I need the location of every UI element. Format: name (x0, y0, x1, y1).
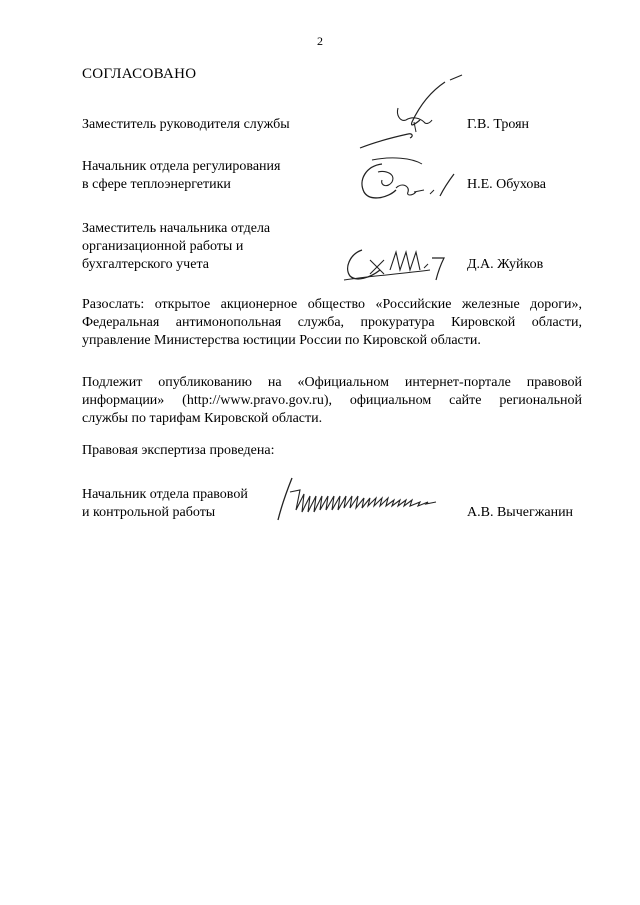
signature-vychegzhanin (270, 474, 445, 524)
signatory-role: и контрольной работы (82, 505, 216, 520)
approval-header: СОГЛАСОВАНО (82, 66, 197, 82)
signatory-name: Н.Е. Обухова (467, 177, 546, 192)
signatory-troyan (82, 116, 562, 134)
publication-paragraph (82, 374, 582, 428)
signature-zhuikov (340, 240, 460, 285)
signature-obukhova (352, 152, 462, 207)
legal-review-note (82, 442, 582, 460)
signatory-name: А.В. Вычегжанин (467, 505, 574, 520)
paragraph-line: службы по тарифам Кировской области. (82, 411, 323, 426)
signatory-name: Д.А. Жуйков (467, 257, 544, 272)
signature-troyan (350, 70, 470, 155)
legal-review-text: Правовая экспертиза проведена: (82, 443, 275, 458)
signatory-role: бухгалтерского учета (82, 257, 209, 272)
signatory-obukhova (82, 158, 562, 194)
signatory-role: Начальник отдела правовой (82, 487, 248, 502)
signatory-role: Начальник отдела регулирования (82, 159, 281, 174)
signatory-role: Заместитель начальника отдела (82, 221, 271, 236)
distribution-paragraph (82, 296, 582, 350)
signatory-role: организационной работы и (82, 239, 244, 254)
signatory-name: Г.В. Троян (467, 117, 530, 132)
paragraph-line: информации» (http://www.pravo.gov.ru), официальном сайте региональной (82, 393, 582, 408)
signatory-role: Заместитель руководителя службы (82, 117, 290, 132)
signatory-zhuikov (82, 220, 562, 274)
paragraph-line: Разослать: открытое акционерное общество «Российские железные дороги», (82, 297, 582, 312)
paragraph-line: Федеральная антимонопольная служба, прокуратура Кировской области, (82, 315, 582, 330)
page-number: 2 (317, 34, 323, 48)
signatory-role: в сфере теплоэнергетики (82, 177, 231, 192)
paragraph-line: Подлежит опубликованию на «Официальном интернет-портале правовой (82, 375, 582, 390)
paragraph-line: управление Министерства юстиции России по Кировской области. (82, 333, 481, 348)
